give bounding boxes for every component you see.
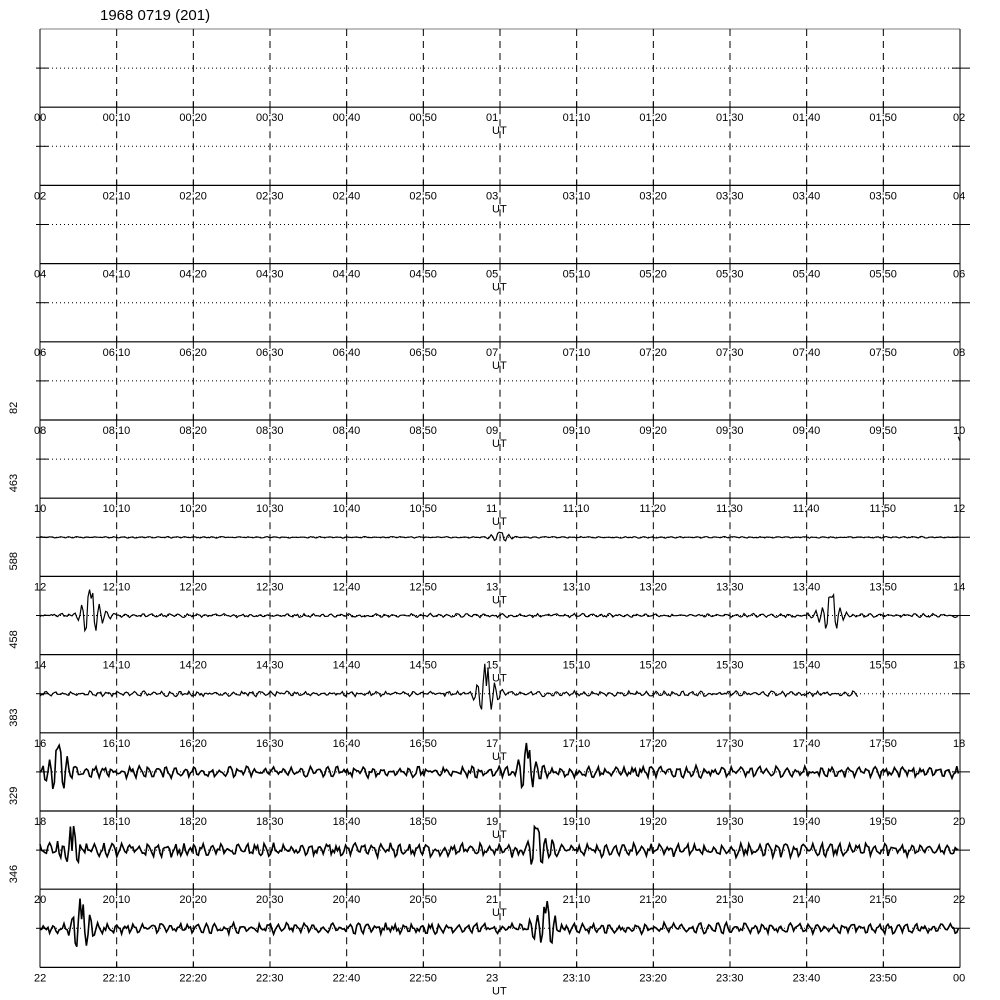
tick-label: 12:30 bbox=[256, 581, 284, 594]
tick-label: 04:10 bbox=[102, 268, 131, 281]
tick-label: 02 bbox=[34, 190, 47, 203]
axis-unit-label: UT bbox=[492, 125, 507, 138]
tick-label: 22:30 bbox=[256, 972, 284, 985]
tick-label: 09:50 bbox=[869, 425, 897, 437]
tick-label: 18 bbox=[953, 737, 966, 750]
tick-label: 06 bbox=[953, 268, 966, 281]
tick-label: 01:50 bbox=[869, 112, 897, 125]
tick-label: 07:30 bbox=[716, 346, 744, 359]
tick-label: 05:40 bbox=[792, 268, 821, 281]
tick-label: 10 bbox=[34, 503, 47, 516]
axis-unit-label: UT bbox=[492, 829, 507, 841]
seismic-trace bbox=[40, 532, 958, 541]
tick-label: 19:40 bbox=[792, 816, 821, 828]
tick-label: 01:40 bbox=[792, 112, 821, 125]
axis-unit-label: UT bbox=[492, 438, 507, 450]
tick-label: 16 bbox=[953, 659, 966, 672]
tick-label: 21:20 bbox=[639, 894, 667, 907]
tick-label: 13 bbox=[486, 581, 499, 594]
tick-label: 06 bbox=[34, 346, 47, 359]
tick-label: 18:50 bbox=[409, 816, 437, 828]
tick-label: 21:30 bbox=[716, 894, 744, 907]
tick-label: 02:20 bbox=[179, 190, 207, 203]
tick-label: 10:20 bbox=[179, 503, 207, 516]
tick-label: 12:20 bbox=[179, 581, 207, 594]
tick-label: 16 bbox=[34, 737, 47, 750]
tick-label: 04:20 bbox=[179, 268, 207, 281]
tick-label: 00 bbox=[34, 112, 47, 125]
tick-label: 06:40 bbox=[332, 346, 361, 359]
tick-label: 07:20 bbox=[639, 346, 667, 359]
tick-label: 15:30 bbox=[716, 659, 744, 672]
axis-unit-label: UT bbox=[492, 281, 507, 294]
tick-label: 02 bbox=[953, 112, 966, 125]
tick-label: 09 bbox=[486, 425, 499, 437]
tick-label: 17 bbox=[486, 737, 499, 750]
tick-label: 14:30 bbox=[256, 659, 284, 672]
tick-label: 00:30 bbox=[256, 112, 284, 125]
tick-label: 14:20 bbox=[179, 659, 207, 672]
tick-label: 09:10 bbox=[562, 425, 591, 437]
tick-label: 13:40 bbox=[792, 581, 821, 594]
tick-label: 08:40 bbox=[332, 425, 361, 437]
tick-label: 12:40 bbox=[332, 581, 361, 594]
trace-row bbox=[34, 889, 970, 997]
tick-label: 04:30 bbox=[256, 268, 284, 281]
side-label: 588 bbox=[8, 552, 20, 571]
tick-label: 10:10 bbox=[102, 503, 131, 516]
tick-label: 22 bbox=[34, 972, 47, 985]
tick-label: 09:40 bbox=[792, 425, 821, 437]
tick-label: 02:40 bbox=[332, 190, 361, 203]
tick-label: 17:10 bbox=[562, 737, 591, 750]
tick-label: 04 bbox=[953, 190, 966, 203]
tick-label: 00:10 bbox=[102, 112, 131, 125]
tick-label: 20:50 bbox=[409, 894, 437, 907]
tick-label: 00:50 bbox=[409, 112, 437, 125]
trace-row bbox=[34, 29, 970, 137]
tick-label: 01 bbox=[486, 112, 499, 125]
tick-label: 06:30 bbox=[256, 346, 284, 359]
tick-label: 03:30 bbox=[716, 190, 744, 203]
tick-label: 14:10 bbox=[102, 659, 131, 672]
tick-label: 13:10 bbox=[562, 581, 591, 594]
tick-label: 03:10 bbox=[562, 190, 591, 203]
tick-label: 20 bbox=[34, 894, 47, 907]
tick-label: 18:30 bbox=[256, 816, 284, 828]
side-label: 346 bbox=[8, 864, 20, 884]
axis-unit-label: UT bbox=[492, 516, 507, 529]
tick-label: 14:50 bbox=[409, 659, 437, 672]
side-label: 458 bbox=[8, 630, 20, 649]
axis-unit-label: UT bbox=[492, 594, 507, 607]
side-label: 383 bbox=[8, 708, 20, 727]
tick-label: 12:50 bbox=[409, 581, 437, 594]
tick-label: 07 bbox=[486, 346, 499, 359]
tick-label: 20:20 bbox=[179, 894, 207, 907]
tick-label: 15:50 bbox=[869, 659, 897, 672]
tick-label: 08 bbox=[953, 346, 966, 359]
tick-label: 06:20 bbox=[179, 346, 207, 359]
tick-label: 18:20 bbox=[179, 816, 207, 828]
tick-label: 23:50 bbox=[869, 972, 897, 985]
tick-label: 20 bbox=[953, 816, 966, 828]
tick-label: 19:50 bbox=[869, 816, 897, 828]
axis-unit-label: UT bbox=[492, 907, 507, 920]
tick-label: 08:20 bbox=[179, 425, 207, 437]
tick-label: 07:50 bbox=[869, 346, 897, 359]
tick-label: 19 bbox=[486, 816, 499, 828]
axis-unit-label: UT bbox=[492, 359, 507, 372]
tick-label: 11:50 bbox=[869, 503, 897, 516]
tick-label: 15:10 bbox=[562, 659, 591, 672]
tick-label: 15:40 bbox=[792, 659, 821, 672]
tick-label: 10:50 bbox=[409, 503, 437, 516]
tick-label: 02:30 bbox=[256, 190, 284, 203]
tick-label: 05:10 bbox=[562, 268, 591, 281]
tick-label: 14 bbox=[34, 659, 47, 672]
tick-label: 10:40 bbox=[332, 503, 361, 516]
side-label: 329 bbox=[8, 786, 20, 805]
tick-label: 11:10 bbox=[562, 503, 590, 516]
tick-label: 22 bbox=[953, 894, 966, 907]
tick-label: 13:30 bbox=[716, 581, 744, 594]
tick-label: 11 bbox=[486, 503, 498, 516]
tick-label: 09:20 bbox=[639, 425, 667, 437]
axis-unit-label: UT bbox=[492, 750, 507, 763]
tick-label: 22:40 bbox=[332, 972, 361, 985]
tick-label: 18:10 bbox=[102, 816, 131, 828]
tick-label: 12 bbox=[953, 503, 966, 516]
seismic-trace bbox=[40, 899, 958, 947]
tick-label: 14 bbox=[953, 581, 966, 594]
tick-label: 01:30 bbox=[716, 112, 744, 125]
tick-label: 04:50 bbox=[409, 268, 437, 281]
tick-label: 03:20 bbox=[639, 190, 667, 203]
tick-label: 16:20 bbox=[179, 737, 207, 750]
tick-label: 17:30 bbox=[716, 737, 744, 750]
tick-label: 23:20 bbox=[639, 972, 667, 985]
tick-label: 17:50 bbox=[869, 737, 897, 750]
tick-label: 00 bbox=[953, 972, 966, 985]
tick-label: 05:30 bbox=[716, 268, 744, 281]
tick-label: 17:40 bbox=[792, 737, 821, 750]
tick-label: 18 bbox=[34, 816, 47, 828]
trace-row bbox=[34, 107, 970, 215]
plot-title: 1968 0719 (201) bbox=[100, 7, 211, 24]
tick-label: 01:10 bbox=[562, 112, 591, 125]
tick-label: 15 bbox=[486, 659, 499, 672]
tick-label: 23:40 bbox=[792, 972, 821, 985]
tick-label: 18:40 bbox=[332, 816, 361, 828]
tick-label: 17:20 bbox=[639, 737, 667, 750]
tick-label: 23:30 bbox=[716, 972, 744, 985]
tick-label: 04:40 bbox=[332, 268, 361, 281]
tick-label: 19:10 bbox=[562, 816, 591, 828]
tick-label: 05:50 bbox=[869, 268, 897, 281]
tick-label: 00:20 bbox=[179, 112, 207, 125]
axis-unit-label: UT bbox=[492, 985, 507, 998]
tick-label: 20:10 bbox=[102, 894, 131, 907]
tick-label: 05:20 bbox=[639, 268, 667, 281]
tick-label: 11:30 bbox=[716, 503, 743, 516]
tick-label: 08:10 bbox=[102, 425, 131, 437]
tick-label: 20:30 bbox=[256, 894, 284, 907]
side-label: 82 bbox=[8, 401, 20, 414]
tick-label: 06:10 bbox=[102, 346, 131, 359]
tick-label: 11:40 bbox=[792, 503, 820, 516]
tick-label: 08:30 bbox=[256, 425, 284, 437]
trace-row bbox=[34, 185, 970, 293]
tick-label: 01:20 bbox=[639, 112, 667, 125]
tick-label: 13:20 bbox=[639, 581, 667, 594]
tick-label: 07:40 bbox=[792, 346, 821, 359]
trace-row bbox=[34, 264, 970, 372]
tick-label: 19:20 bbox=[639, 816, 667, 828]
tick-label: 23:10 bbox=[562, 972, 591, 985]
tick-label: 03 bbox=[486, 190, 499, 203]
tick-label: 13:50 bbox=[869, 581, 897, 594]
tick-label: 16:30 bbox=[256, 737, 284, 750]
tick-label: 16:50 bbox=[409, 737, 437, 750]
tick-label: 02:10 bbox=[102, 190, 131, 203]
tick-label: 03:50 bbox=[869, 190, 897, 203]
tick-label: 09:30 bbox=[716, 425, 744, 437]
tick-label: 10 bbox=[953, 425, 966, 437]
tick-label: 00:40 bbox=[332, 112, 361, 125]
tick-label: 03:40 bbox=[792, 190, 821, 203]
tick-label: 12 bbox=[34, 581, 47, 594]
tick-label: 21 bbox=[486, 894, 499, 907]
tick-label: 04 bbox=[34, 268, 47, 281]
tick-label: 22:10 bbox=[102, 972, 131, 985]
tick-label: 19:30 bbox=[716, 816, 744, 828]
tick-label: 05 bbox=[486, 268, 499, 281]
tick-label: 15:20 bbox=[639, 659, 667, 672]
tick-label: 14:40 bbox=[332, 659, 361, 672]
tick-label: 22:50 bbox=[409, 972, 437, 985]
tick-label: 21:10 bbox=[562, 894, 591, 907]
tick-label: 11:20 bbox=[639, 503, 667, 516]
axis-unit-label: UT bbox=[492, 203, 507, 216]
tick-label: 08 bbox=[34, 425, 47, 437]
tick-label: 08:50 bbox=[409, 425, 437, 437]
tick-label: 10:30 bbox=[256, 503, 284, 516]
tick-label: 20:40 bbox=[332, 894, 361, 907]
tick-label: 22:20 bbox=[179, 972, 207, 985]
tick-label: 02:50 bbox=[409, 190, 437, 203]
tick-label: 06:50 bbox=[409, 346, 437, 359]
tick-label: 21:40 bbox=[792, 894, 821, 907]
tick-label: 23 bbox=[486, 972, 499, 985]
axis-unit-label: UT bbox=[492, 672, 507, 685]
tick-label: 21:50 bbox=[869, 894, 897, 907]
tick-label: 12:10 bbox=[102, 581, 131, 594]
tick-label: 07:10 bbox=[562, 346, 591, 359]
tick-label: 16:10 bbox=[102, 737, 131, 750]
side-label: 463 bbox=[8, 473, 20, 493]
trace-rows bbox=[8, 29, 970, 997]
tick-label: 16:40 bbox=[332, 737, 361, 750]
